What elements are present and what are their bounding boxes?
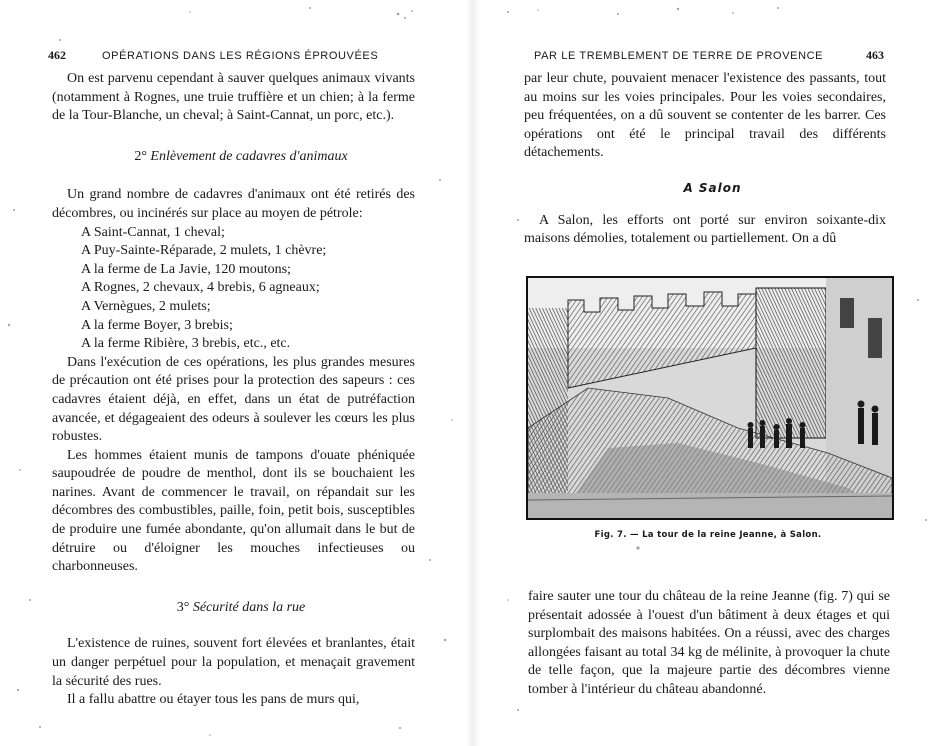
left-page: [0, 0, 470, 746]
right-paragraph-2: A Salon, les efforts ont porté sur environ soixante-dix maisons démolies, totalement ou partiellement. On a dû: [524, 212, 886, 247]
left-page-text: [52, 70, 415, 710]
figure-caption: Fig. 7. — La tour de la reine Jeanne, à Salon.: [594, 530, 822, 540]
section-2-number: 2°: [134, 148, 147, 164]
salon-section-title: A Salon: [683, 180, 742, 195]
section-3-heading: [52, 599, 415, 618]
list-item: A la ferme Boyer, 3 brebis;: [81, 317, 233, 333]
figure-tower-illustration: [526, 276, 894, 520]
list-item: A la ferme de La Javie, 120 moutons;: [81, 261, 291, 277]
left-running-head: OPÉRATIONS DANS LES RÉGIONS ÉPROUVÉES: [102, 50, 379, 62]
list-item: A Vernègues, 2 mulets;: [81, 298, 211, 314]
list-item: A Puy-Sainte-Réparade, 2 mulets, 1 chèvre;: [81, 243, 327, 259]
right-paragraph-3: faire sauter une tour du château de la reine Jeanne (fig. 7) qui se présentait adossée à l'ouest d'un bâtiment à deux étages et qui surplombait des maisons habitées. On a réussi, avec des charges allongées faisant au total 34 kg de mélinite, à provoquer la chute de telle façon, que la majeure partie des décombres vienne tomber à l'intérieur du château abandonné.: [528, 589, 890, 697]
section-2-title: Enlèvement de cadavres d'animaux: [150, 148, 348, 164]
left-paragraph-6: Il a fallu abattre ou étayer tous les pans de murs qui,: [67, 692, 360, 708]
left-paragraph-2: Un grand nombre de cadavres d'animaux ont été retirés des décombres, ou incinérés sur place au moyen de pétrole:: [52, 187, 415, 221]
list-item: A la ferme Ribière, 3 brebis, etc., etc.: [81, 336, 291, 352]
tower-ruin-engraving: [528, 278, 892, 518]
section-3-title: Sécurité dans la rue: [192, 599, 306, 615]
section-3-number: 3°: [176, 599, 190, 615]
left-paragraph-5: L'existence de ruines, souvent fort élevées et branlantes, était un danger perpétuel pour la population, et menaçait gravement la sécurité des rues.: [52, 636, 415, 689]
left-paragraph-1: On est parvenu cependant à sauver quelques animaux vivants (notamment à Rognes, une truie truffière et un chien; à la ferme de la Tour-Blanche, un cheval; à Saint-Cannat, un porc, etc.).: [52, 71, 415, 124]
carcass-list: [52, 224, 415, 354]
left-paragraph-4: Les hommes étaient munis de tampons d'ouate phéniquée saupoudrée de poudre de menthol, dont ils se bouchaient les narines. Avant de commencer le travail, on répandait sur les décombres des combustibles, paille, foin, petit bois, susceptibles de produire une fumée abondante, qu'on allumait dans le but de détruire ou d'éloigner les mouches infectieuses ou charbonneuses.: [52, 447, 415, 575]
left-paragraph-3: Dans l'exécution de ces opérations, les plus grandes mesures de précaution ont été prises pour la protection des sapeurs : ces cadavres étaient déjà, en effet, dans un état de putréfaction avancée, et dégageaient des odeurs à soulever les cœurs les plus robustes.: [52, 354, 415, 445]
left-page-number: 462: [48, 48, 66, 62]
right-paragraph-1: par leur chute, pouvaient menacer l'existence des passants, tout au moins sur les voies principales. Pour les voies secondaires, peu fréquentées, on a dû souvent se contenter de les barrer. Ces opérations ont été le principal travail des différents détachements.: [524, 71, 886, 161]
right-page-text-bottom: [528, 588, 890, 700]
section-2-heading: [52, 148, 415, 167]
right-running-head: PAR LE TREMBLEMENT DE TERRE DE PROVENCE: [534, 50, 824, 62]
right-page: [478, 0, 945, 746]
list-item: A Rognes, 2 chevaux, 4 brebis, 6 agneaux;: [81, 280, 320, 296]
right-page-number: 463: [866, 48, 884, 62]
list-item: A Saint-Cannat, 1 cheval;: [81, 224, 225, 240]
right-page-text-top: [524, 70, 886, 249]
